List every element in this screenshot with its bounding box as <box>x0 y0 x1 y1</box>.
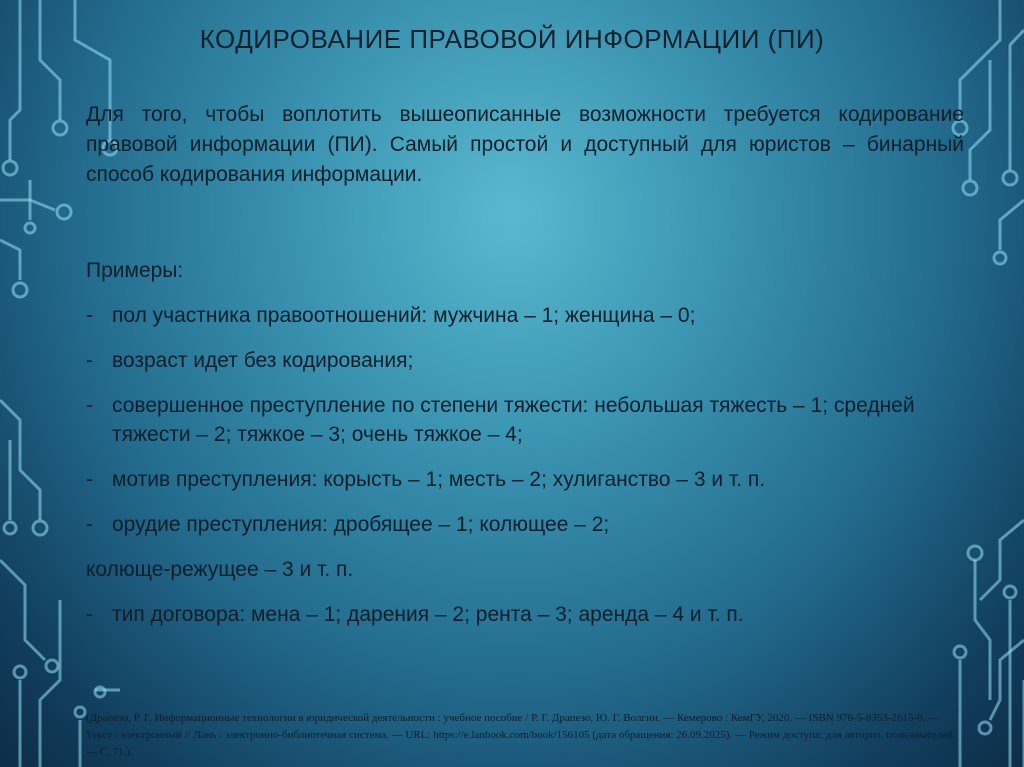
citation-footnote: (Драпезо, Р. Г. Информационные технологии в юридической деятельности : учебное пособие / Р. Г. Драпезо, Ю. Г. Волгин. — Кемерово : КемГУ, 2020. — ISBN 978-5-8353-2615-0. — Текст : электронный // Лань : электронно-библиотечная система. — URL: https://e.lanbook.com/book/156105 (дата обращения: 26.09.2025). — Режим доступа: для авториз. пользователей. — С. 71.). <box>86 712 956 758</box>
list-item-text: тип договора: мена – 1; дарения – 2; рента – 3; аренда – 4 и т. п. <box>112 603 744 626</box>
examples-label: Примеры: <box>86 259 184 282</box>
list-item <box>86 465 976 494</box>
examples-block <box>86 256 976 645</box>
bullet-dash: - <box>86 603 93 626</box>
bullet-dash: - <box>86 513 93 536</box>
bullet-dash: - <box>86 349 93 372</box>
bullet-dash: - <box>86 468 93 491</box>
list-item-text: совершенное преступление по степени тяжести: небольшая тяжесть – 1; средней тяжести – 2; тяжкое – 3; очень тяжкое – 4; <box>112 394 915 446</box>
list-continuation: колюще-режущее – 3 и т. п. <box>86 558 354 581</box>
slide-title: КОДИРОВАНИЕ ПРАВОВОЙ ИНФОРМАЦИИ (ПИ) <box>199 24 825 54</box>
list-item-text: возраст идет без кодирования; <box>112 349 414 372</box>
list-item-text: пол участника правоотношений: мужчина – 1; женщина – 0; <box>112 304 696 327</box>
intro-paragraph: Для того, чтобы воплотить вышеописанные возможности требуется кодирование правовой информации (ПИ). Самый простой и доступный для юристов – бинарный способ кодирования информации. <box>86 103 964 186</box>
list-item-text: орудие преступления: дробящее – 1; колющее – 2; <box>112 513 610 536</box>
list-item <box>86 600 976 629</box>
list-item-text: мотив преступления: корысть – 1; месть – 2; хулиганство – 3 и т. п. <box>112 468 766 491</box>
list-item <box>86 301 976 330</box>
list-item <box>86 346 976 375</box>
bullet-dash: - <box>86 304 93 327</box>
list-item <box>86 510 976 539</box>
bullet-dash: - <box>86 394 93 417</box>
list-item <box>86 391 976 449</box>
